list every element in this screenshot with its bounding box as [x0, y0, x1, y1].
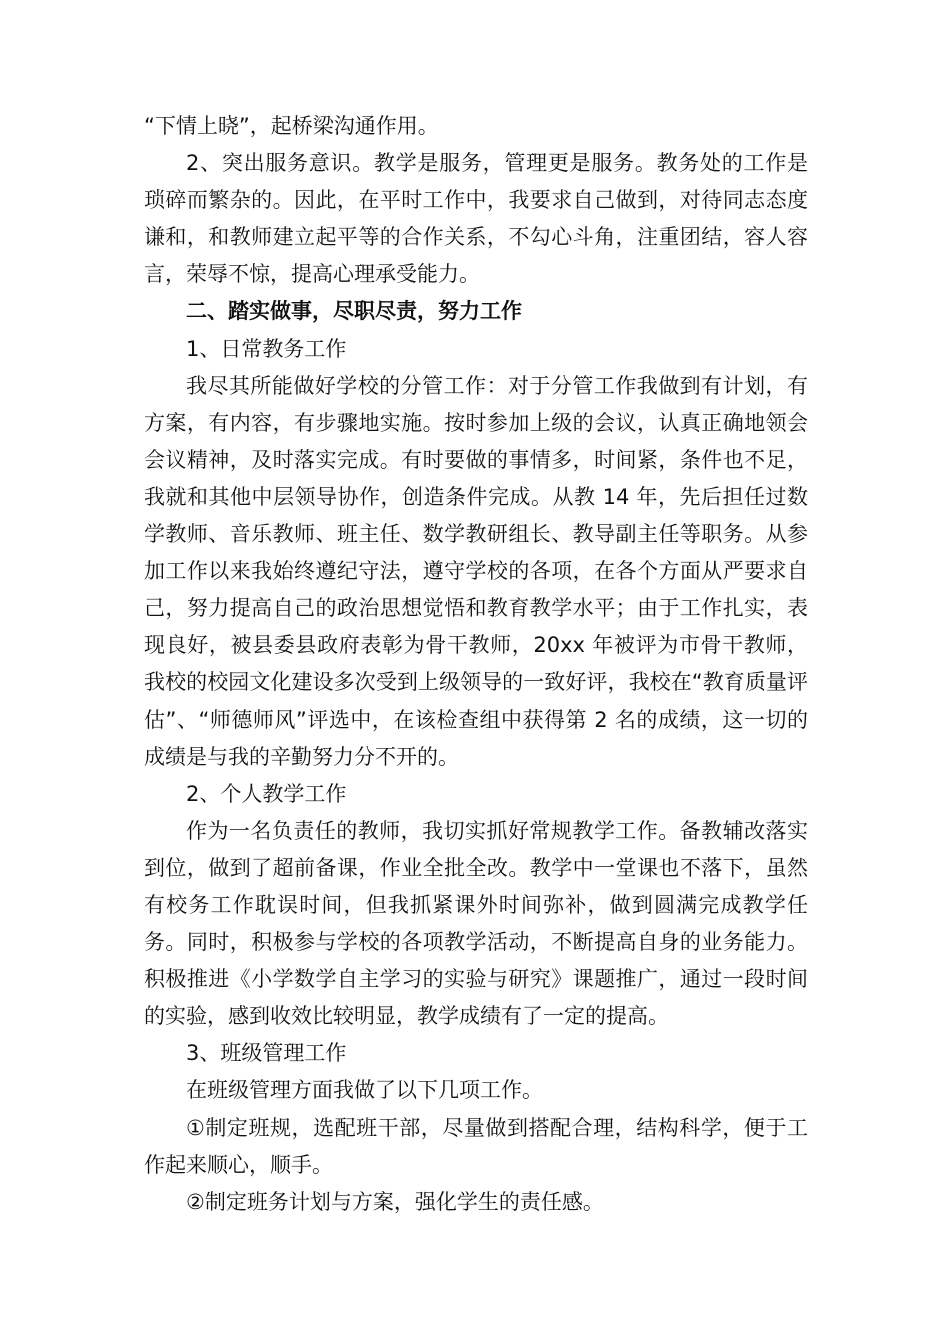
list-item-class-plan: ②制定班务计划与方案，强化学生的责任感。 [186, 1189, 604, 1214]
paragraph-service-awareness: 2、突出服务意识。教学是服务，管理更是服务。教务处的工作是琐碎而繁杂的。因此，在平时工作中，我要求自己做到，对待同志态度谦和，和教师建立起平等的合作关系，不勾心斗角，注重团结，容人容言，荣辱不惊，提高心理承受能力。 [144, 151, 808, 287]
document-page [144, 108, 808, 1221]
paragraph-personal-teaching: 作为一名负责任的教师，我切实抓好常规教学工作。备教辅改落实到位，做到了超前备课，作业全批全改。教学中一堂课也不落下，虽然有校务工作耽误时间，但我抓紧课外时间弥补，做到圆满完成教学任务。同时，积极参与学校的各项教学活动，不断提高自身的业务能力。积极推进《小学数学自主学习的实验与研究》课题推广，通过一段时间的实验，感到收效比较明显，教学成绩有了一定的提高。 [144, 818, 808, 1029]
paragraph-daily-affairs: 我尽其所能做好学校的分管工作：对于分管工作我做到有计划，有方案，有内容，有步骤地实施。按时参加上级的会议，认真正确地领会会议精神，及时落实完成。有时要做的事情多，时间紧，条件也不足，我就和其他中层领导协作，创造条件完成。从教 14 年，先后担任过数学教师、音乐教师、班主任、数学教研组长、教导副主任等职务。从参加工作以来我始终遵纪守法，遵守学校的各项，在各个方面从严要求自己，努力提高自己的政治思想觉悟和教育教学水平；由于工作扎实，表现良好，被县委县政府表彰为骨干教师，20xx 年被评为市骨干教师，我校的校园文化建设多次受到上级领导的一致好评，我校在“教育质量评估”、“师德师风”评选中，在该检查组中获得第 2 名的成绩，这一切的成绩是与我的辛勤努力分不开的。 [144, 373, 808, 769]
list-item-class-rules: ①制定班规，选配班干部，尽量做到搭配合理，结构科学，便于工作起来顺心，顺手。 [144, 1115, 808, 1177]
paragraph-continuation: “下情上晓”，起桥梁沟通作用。 [144, 114, 439, 138]
subheading-daily-affairs: 1、日常教务工作 [186, 336, 347, 361]
subheading-personal-teaching: 2、个人教学工作 [186, 781, 347, 806]
subheading-class-management: 3、班级管理工作 [186, 1041, 347, 1066]
section-heading-two: 二、踏实做事，尽职尽责，努力工作 [186, 299, 522, 324]
paragraph-class-management-intro: 在班级管理方面我做了以下几项工作。 [186, 1078, 543, 1103]
